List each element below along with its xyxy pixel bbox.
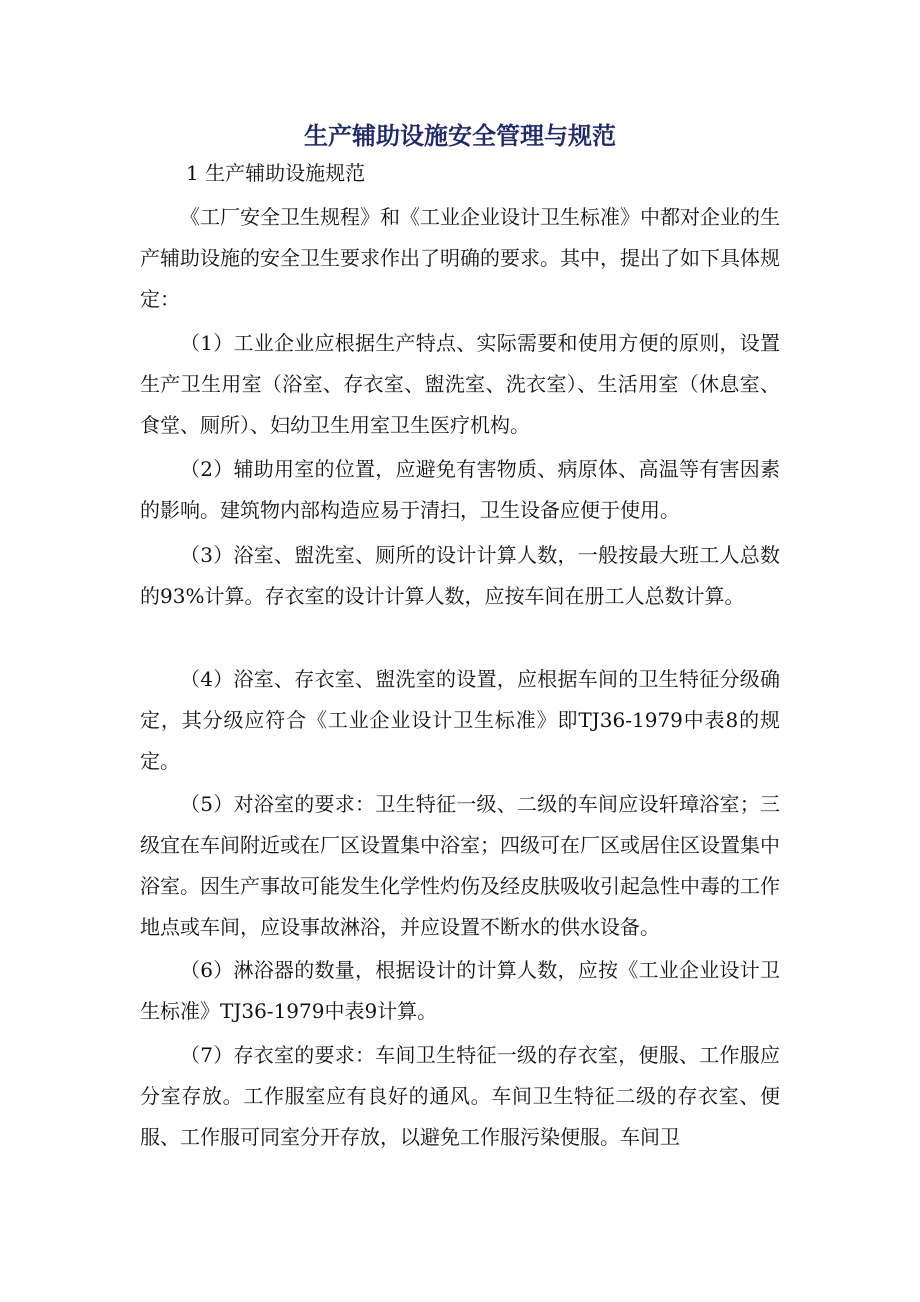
rule-paragraph-1: （1）工业企业应根据生产特点、实际需要和使用方便的原则，设置生产卫生用室（浴室、存衣室、盥洗室、洗衣室）、生活用室（休息室、食堂、厕所）、妇幼卫生用室卫生医疗机构。	[140, 331, 780, 437]
rule-paragraph-6: （6）淋浴器的数量，根据设计的计算人数，应按《工业企业设计卫生标准》TJ36-1979中表9计算。	[140, 958, 780, 1023]
section-heading: 1 生产辅助设施规范	[186, 161, 366, 185]
rule-paragraph-2: （2）辅助用室的位置，应避免有害物质、病原体、高温等有害因素的影响。建筑物内部构造应易于清扫，卫生设备应便于使用。	[140, 457, 780, 522]
rule-paragraph-3: （3）浴室、盥洗室、厕所的设计计算人数，一般按最大班工人总数的93%计算。存衣室的设计计算人数，应按车间在册工人总数计算。	[140, 543, 780, 608]
rule-paragraph-7: （7）存衣室的要求：车间卫生特征一级的存衣室，便服、工作服应分室存放。工作服室应有良好的通风。车间卫生特征二级的存衣室、便服、工作服可同室分开存放，以避免工作服污染便服。车间卫	[140, 1043, 780, 1149]
intro-paragraph: 《工厂安全卫生规程》和《工业企业设计卫生标准》中都对企业的生产辅助设施的安全卫生要求作出了明确的要求。其中，提出了如下具体规定：	[140, 205, 780, 311]
rule-paragraph-4: （4）浴室、存衣室、盥洗室的设置，应根据车间的卫生特征分级确定，其分级应符合《工业企业设计卫生标准》即TJ36-1979中表8的规定。	[140, 667, 780, 773]
rule-paragraph-5: （5）对浴室的要求：卫生特征一级、二级的车间应设轩璋浴室；三级宜在车间附近或在厂区设置集中浴室；四级可在厂区或居住区设置集中浴室。因生产事故可能发生化学性灼伤及经皮肤吸收引起急性中毒的工作地点或车间，应设事故淋浴，并应设置不断水的供水设备。	[140, 792, 780, 939]
document-title: 生产辅助设施安全管理与规范	[304, 122, 616, 150]
